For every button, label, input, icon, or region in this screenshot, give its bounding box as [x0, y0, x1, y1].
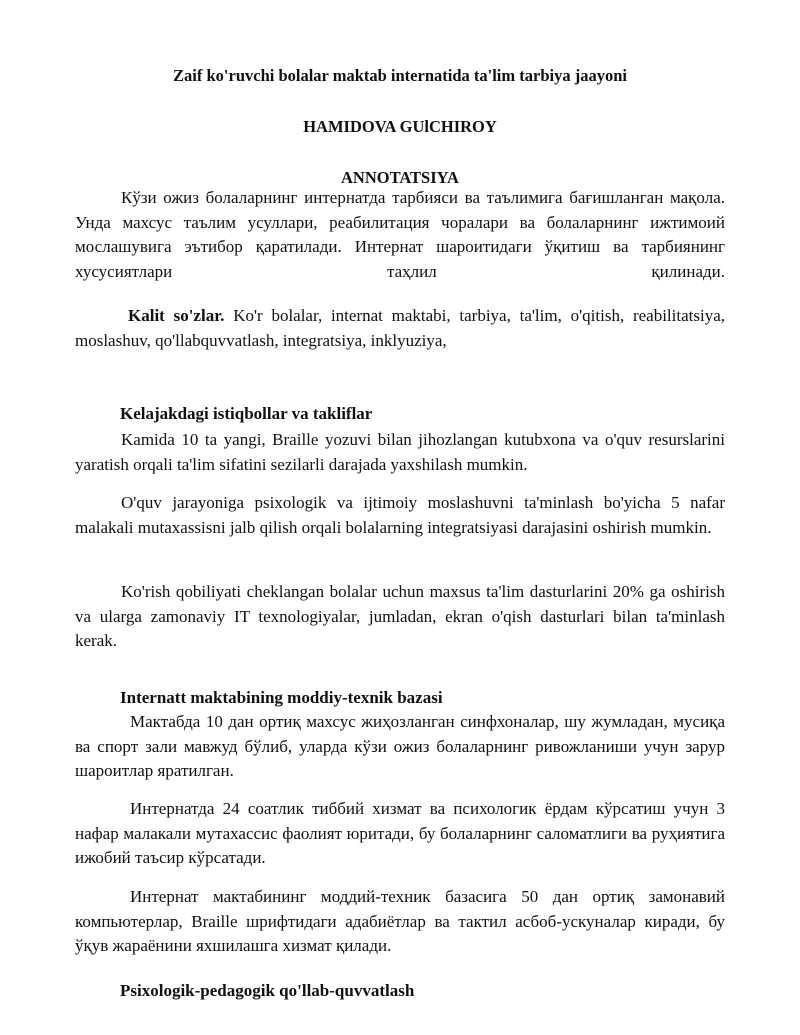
keywords-text: Ko'r bolalar, internat maktabi, tarbiya, ta'lim, o'qitish, reabilitatsiya, moslashuv, qo'llabquvvatlash, integratsiya, inklyuziya,: [75, 306, 725, 350]
section1-paragraph-1: Kamida 10 ta yangi, Braille yozuvi bilan jihozlangan kutubxona va o'quv resurslarini yaratish orqali ta'lim sifatini sezilarli darajada yaxshilash mumkin.: [75, 430, 725, 474]
section2-paragraph-1: Мактабда 10 дан ортиқ махсус жиҳозланган синфхоналар, шу жумладан, мусиқа ва спорт зали мавжуд бўлиб, уларда кўзи ожиз болаларнинг ривожланиши учун зарур шароитлар яратилган.: [75, 712, 725, 780]
section2-paragraph-3: Интернат мактабининг моддий-техник базасига 50 дан ортиқ замонавий компьютерлар, Braille шрифтидаги адабиётлар ва тактил асбоб-ускуналар киради, бу ўқув жараёнини яхшилашга хизмат қилади.: [75, 887, 725, 955]
article-title: Zaif ko'ruvchi bolalar maktab internatida ta'lim tarbiya jaayoni: [173, 66, 627, 85]
annotation-heading: ANNOTATSIYA: [341, 168, 459, 187]
section1-paragraph-3: Ko'rish qobiliyati cheklangan bolalar uchun maxsus ta'lim dasturlarini 20% ga oshirish va ularga zamonaviy IT texnologiyalar, jumladan, ekran o'qish dasturlari bilan ta'minlash kerak.: [75, 582, 725, 650]
section-heading-psych-support: Psixologik-pedagogik qo'llab-quvvatlash: [120, 981, 415, 1000]
section-heading-prospects: Kelajakdagi istiqbollar va takliflar: [120, 404, 373, 423]
keywords-paragraph: [75, 304, 725, 353]
keywords-label: Kalit so'zlar.: [128, 306, 225, 325]
section-heading-material-base: Internatt maktabining moddiy-texnik bazasi: [120, 688, 443, 707]
author-name: HAMIDOVA GUlCHIROY: [303, 117, 497, 136]
section1-paragraph-2: O'quv jarayoniga psixologik va ijtimoiy moslashuvni ta'minlash bo'yicha 5 nafar malakali mutaxassisni jalb qilish orqali bolalarning integratsiyasi darajasini oshirish mumkin.: [75, 493, 725, 537]
section2-paragraph-2: Интернатда 24 соатлик тиббий хизмат ва психологик ёрдам кўрсатиш учун 3 нафар малакали мутахассис фаолият юритади, бу болаларнинг саломатлиги ва руҳиятига ижобий таъсир кўрсатади.: [75, 799, 725, 867]
annotation-paragraph: Кўзи ожиз болаларнинг интернатда тарбияси ва таълимига бағишланган мақола. Унда махсус таълим усуллари, реабилитация чоралари ва болаларнинг ижтимоий мослашувига эътибор қаратилади. Интернат шароитидаги ўқитиш ва тарбиянинг хусусиятлари таҳлил қилинади.: [75, 188, 725, 281]
